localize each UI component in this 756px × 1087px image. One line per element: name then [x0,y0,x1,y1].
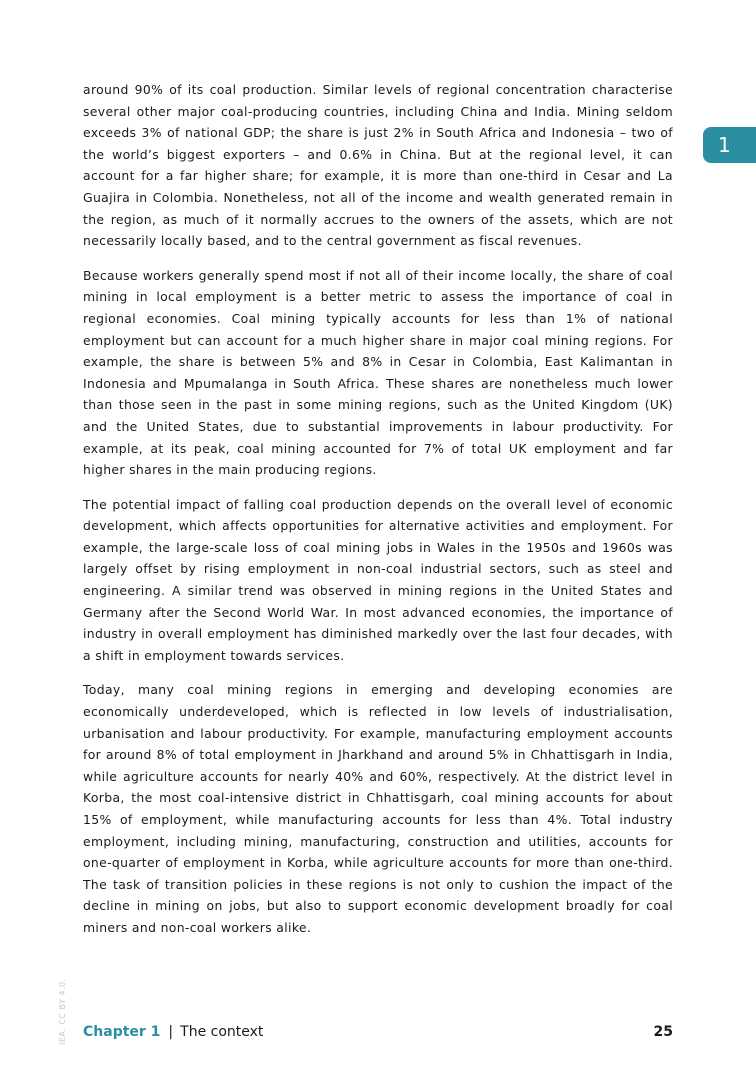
page-number: 25 [653,1024,673,1040]
chapter-tab: 1 [703,127,756,163]
paragraph-3: The potential impact of falling coal production depends on the overall level of economic development, which affects opportunities for alternative activities and employment. For example, the large-scale loss of coal mining jobs in Wales in the 1950s and 1960s was largely offset by rising employment in non-coal industrial sectors, such as steel and engineering. A similar trend was observed in mining regions in the United States and Germany after the Second World War. In most advanced economies, the importance of industry in overall employment has diminished markedly over the last four decades, with a shift in employment towards services. [83,496,673,663]
paragraph-4: Today, many coal mining regions in emerging and developing economies are economically underdeveloped, which is reflected in low levels of industrialisation, urbanisation and labour productivity. For example, manufacturing employment accounts for around 8% of total employment in Jharkhand and around 5% in Chhattisgarh in India, while agriculture accounts for nearly 40% and 60%, respectively. At the district level in Korba, the most coal-intensive district in Chhattisgarh, coal mining accounts for about 15% of employment, while manufacturing accounts for less than 4%. Total industry employment, including mining, manufacturing, construction and utilities, accounts for one-quarter of employment in Korba, while agriculture accounts for more than one-third. The task of transition policies in these regions is not only to cushion the impact of the decline in mining on jobs, but also to support economic development broadly for coal miners and non-coal workers alike. [83,682,673,935]
page-footer [83,1024,673,1044]
footer-chapter-label: Chapter 1 [83,1024,161,1040]
paragraph-1: around 90% of its coal production. Similar levels of regional concentration characterise several other major coal-producing countries, including China and India. Mining seldom exceeds 3% of national GDP; the share is just 2% in South Africa and Indonesia – two of the world’s biggest exporters – and 0.6% in China. But at the regional level, it can account for a far higher share; for example, it is more than one-third in Cesar and La Guajira in Colombia. Nonetheless, not all of the income and wealth generated remain in the region, as much of it normally accrues to the owners of the assets, which are not necessarily locally based, and to the central government as fiscal revenues. [83,82,673,249]
footer-separator: | [168,1024,174,1040]
paragraph-2: Because workers generally spend most if not all of their income locally, the share of coal mining in local employment is a better metric to assess the importance of coal in regional economies. Coal mining typically accounts for less than 1% of national employment but can account for a much higher share in major coal mining regions. For example, the share is between 5% and 8% in Cesar in Colombia, East Kalimantan in Indonesia and Mpumalanga in South Africa. These shares are nonetheless much lower than those seen in the past in some mining regions, such as the United Kingdom (UK) and the United States, due to substantial improvements in labour productivity. For example, at its peak, coal mining accounted for 7% of total UK employment and far higher shares in the main producing regions. [83,267,673,478]
body-text [83,79,673,952]
footer-chapter-title: The context [180,1024,264,1040]
license-watermark: IEA. CC BY 4.0. [58,978,67,1045]
